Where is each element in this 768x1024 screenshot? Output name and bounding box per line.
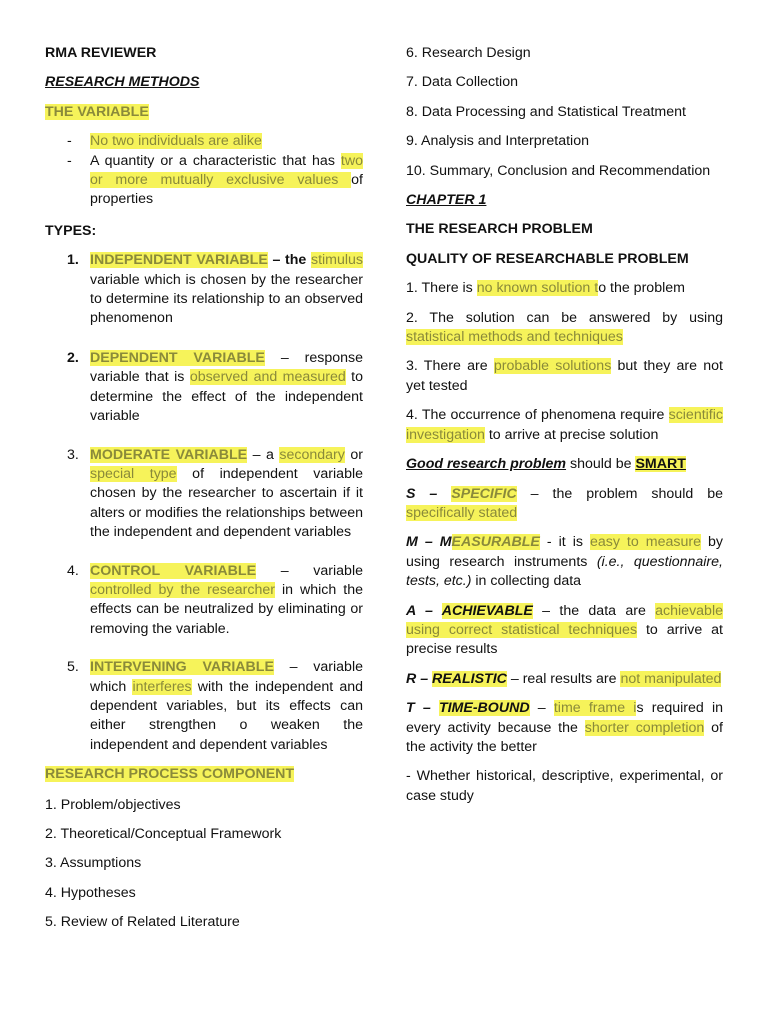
type-desc: with the independent and dependent variables, but its effects can either strengthen o weaken the independent and dependent variables xyxy=(90,678,364,753)
text: – the problem should be xyxy=(516,485,723,502)
text: s required in every activity because the xyxy=(406,700,723,736)
highlight: not manipulated xyxy=(620,670,722,687)
quality-item xyxy=(406,309,723,348)
type-desc: of independent variable chosen by the researcher to ascertain if it alters or modifies the relationships between the independent and dependent variables xyxy=(90,465,363,541)
bullet-mark: - xyxy=(67,133,72,150)
quality-item xyxy=(406,279,723,298)
quality-item xyxy=(406,406,723,445)
process-item: 8. Data Processing and Statistical Treatment xyxy=(406,103,686,120)
right-column xyxy=(406,44,723,806)
text: Good research problem xyxy=(406,456,567,473)
type-name: INDEPENDENT VARIABLE xyxy=(90,252,268,269)
process-item: 2. Theoretical/Conceptual Framework xyxy=(45,826,282,842)
bullet-item xyxy=(45,152,363,210)
type-desc: in which the effects can be neutralized by eliminating or removing the variable. xyxy=(90,581,363,637)
section-variable: THE VARIABLE xyxy=(45,103,149,120)
smart-s xyxy=(406,485,723,524)
type-item-intervening xyxy=(45,658,363,755)
last-note: - Whether historical, descriptive, experimental, or case study xyxy=(406,768,723,804)
bullet-mark: - xyxy=(67,152,72,169)
type-number: 2. xyxy=(67,349,79,366)
type-number: 1. xyxy=(67,252,79,269)
type-sep: – response variable that is xyxy=(90,349,363,386)
highlight: REALISTIC xyxy=(432,670,507,687)
highlight: statistical methods and techniques xyxy=(406,329,623,346)
smart-m xyxy=(406,533,723,591)
process-item: 7. Data Collection xyxy=(406,74,518,91)
highlight: no known solution t xyxy=(476,280,599,297)
highlight: shorter completion xyxy=(584,719,705,736)
highlight: achievable using correct statistical techniques xyxy=(406,602,723,638)
type-sep: – a xyxy=(247,446,280,463)
quality-item xyxy=(406,357,723,396)
process-heading: RESEARCH PROCESS COMPONENT xyxy=(45,766,295,783)
type-item-control xyxy=(45,562,363,640)
type-desc: to determine the effect of the independent variable xyxy=(90,369,363,425)
highlight: TIME-BOUND xyxy=(438,700,530,717)
text: R – xyxy=(406,670,433,687)
type-sep: – variable which xyxy=(90,659,363,695)
text: to arrive at precise solution xyxy=(484,426,659,443)
process-item: 9. Analysis and Interpretation xyxy=(406,133,589,150)
text: in collecting data xyxy=(471,573,582,590)
process-item: 6. Research Design xyxy=(406,45,531,61)
text: but they are not yet tested xyxy=(406,358,723,394)
text: S – xyxy=(406,485,452,502)
type-sep: – the xyxy=(267,252,311,269)
text: of the activity the better xyxy=(406,719,723,755)
bullet-text-end: of properties xyxy=(90,172,363,208)
doc-title: RMA REVIEWER xyxy=(45,45,157,61)
bullet-item xyxy=(45,132,363,151)
types-label: TYPES: xyxy=(45,222,97,239)
type-mid: or xyxy=(344,446,363,463)
bullet-text: No two individuals are alike xyxy=(90,133,262,150)
text: by using research instruments xyxy=(406,534,723,570)
type-highlight: interferes xyxy=(132,678,192,695)
text: - it is xyxy=(539,534,590,551)
text: to arrive at precise results xyxy=(406,621,723,658)
text: should be xyxy=(566,456,636,473)
type-name: INTERVENING VARIABLE xyxy=(90,659,274,676)
text: M – M xyxy=(406,534,452,551)
highlight: scientific investigation xyxy=(406,407,723,443)
highlight: SPECIFIC xyxy=(451,485,517,502)
type-desc: variable which is chosen by the researcher to determine its relationship to an observed phenomenon xyxy=(90,271,363,327)
smart-label: SMART xyxy=(635,456,686,473)
highlight: EASURABLE xyxy=(451,534,540,551)
process-item: 1. Problem/objectives xyxy=(45,796,181,813)
left-column xyxy=(45,44,363,933)
process-item: 10. Summary, Conclusion and Recommendation xyxy=(406,162,711,179)
process-item: 3. Assumptions xyxy=(45,855,142,872)
text: – xyxy=(529,700,554,717)
highlight: probable solutions xyxy=(493,358,612,375)
problem-heading: THE RESEARCH PROBLEM xyxy=(406,221,593,238)
doc-subtitle: RESEARCH METHODS xyxy=(45,74,200,91)
type-number: 4. xyxy=(67,562,79,579)
type-number: 5. xyxy=(67,659,79,676)
process-item: 5. Review of Related Literature xyxy=(45,914,240,931)
type-highlight: observed and measured xyxy=(189,369,346,386)
type-sep: – variable xyxy=(256,562,363,579)
good-problem-line xyxy=(406,455,723,474)
bullet-highlight: two or more mutually exclusive values xyxy=(90,152,363,189)
text: – the data are xyxy=(532,602,656,619)
text: 4. The occurrence of phenomena require xyxy=(406,407,669,424)
smart-t xyxy=(406,699,723,757)
smart-a xyxy=(406,602,723,660)
text: o the problem xyxy=(598,280,685,297)
highlight: ACHIEVABLE xyxy=(441,602,533,619)
highlight: specifically stated xyxy=(406,504,518,521)
chapter-heading: CHAPTER 1 xyxy=(406,192,487,209)
type-highlight: stimulus xyxy=(310,252,364,269)
text: (i.e., questionnaire, tests, etc.) xyxy=(406,553,723,590)
text: – real results are xyxy=(506,670,621,687)
text: 3. There are xyxy=(406,358,494,375)
type-number: 3. xyxy=(67,446,79,463)
type-highlight: special type xyxy=(90,465,177,482)
type-item-dependent xyxy=(45,349,363,427)
type-name: CONTROL VARIABLE xyxy=(90,562,257,579)
type-highlight: controlled by the researcher xyxy=(90,581,275,598)
type-item-independent xyxy=(45,251,363,329)
text: 2. The solution can be answered by using xyxy=(406,309,723,326)
highlight: easy to measure xyxy=(589,534,701,551)
smart-r xyxy=(406,670,723,689)
text: A – xyxy=(406,602,442,619)
type-name: DEPENDENT VARIABLE xyxy=(90,349,265,366)
type-name: MODERATE VARIABLE xyxy=(90,446,248,463)
bullet-text: A quantity or a characteristic that has xyxy=(90,152,341,169)
text: 1. There is xyxy=(406,280,477,297)
type-item-moderate xyxy=(45,446,363,543)
text: T – xyxy=(406,700,439,717)
quality-heading: QUALITY OF RESEARCHABLE PROBLEM xyxy=(406,250,689,267)
highlight: time frame i xyxy=(553,700,637,717)
process-item: 4. Hypotheses xyxy=(45,884,136,901)
type-highlight: secondary xyxy=(279,446,345,463)
